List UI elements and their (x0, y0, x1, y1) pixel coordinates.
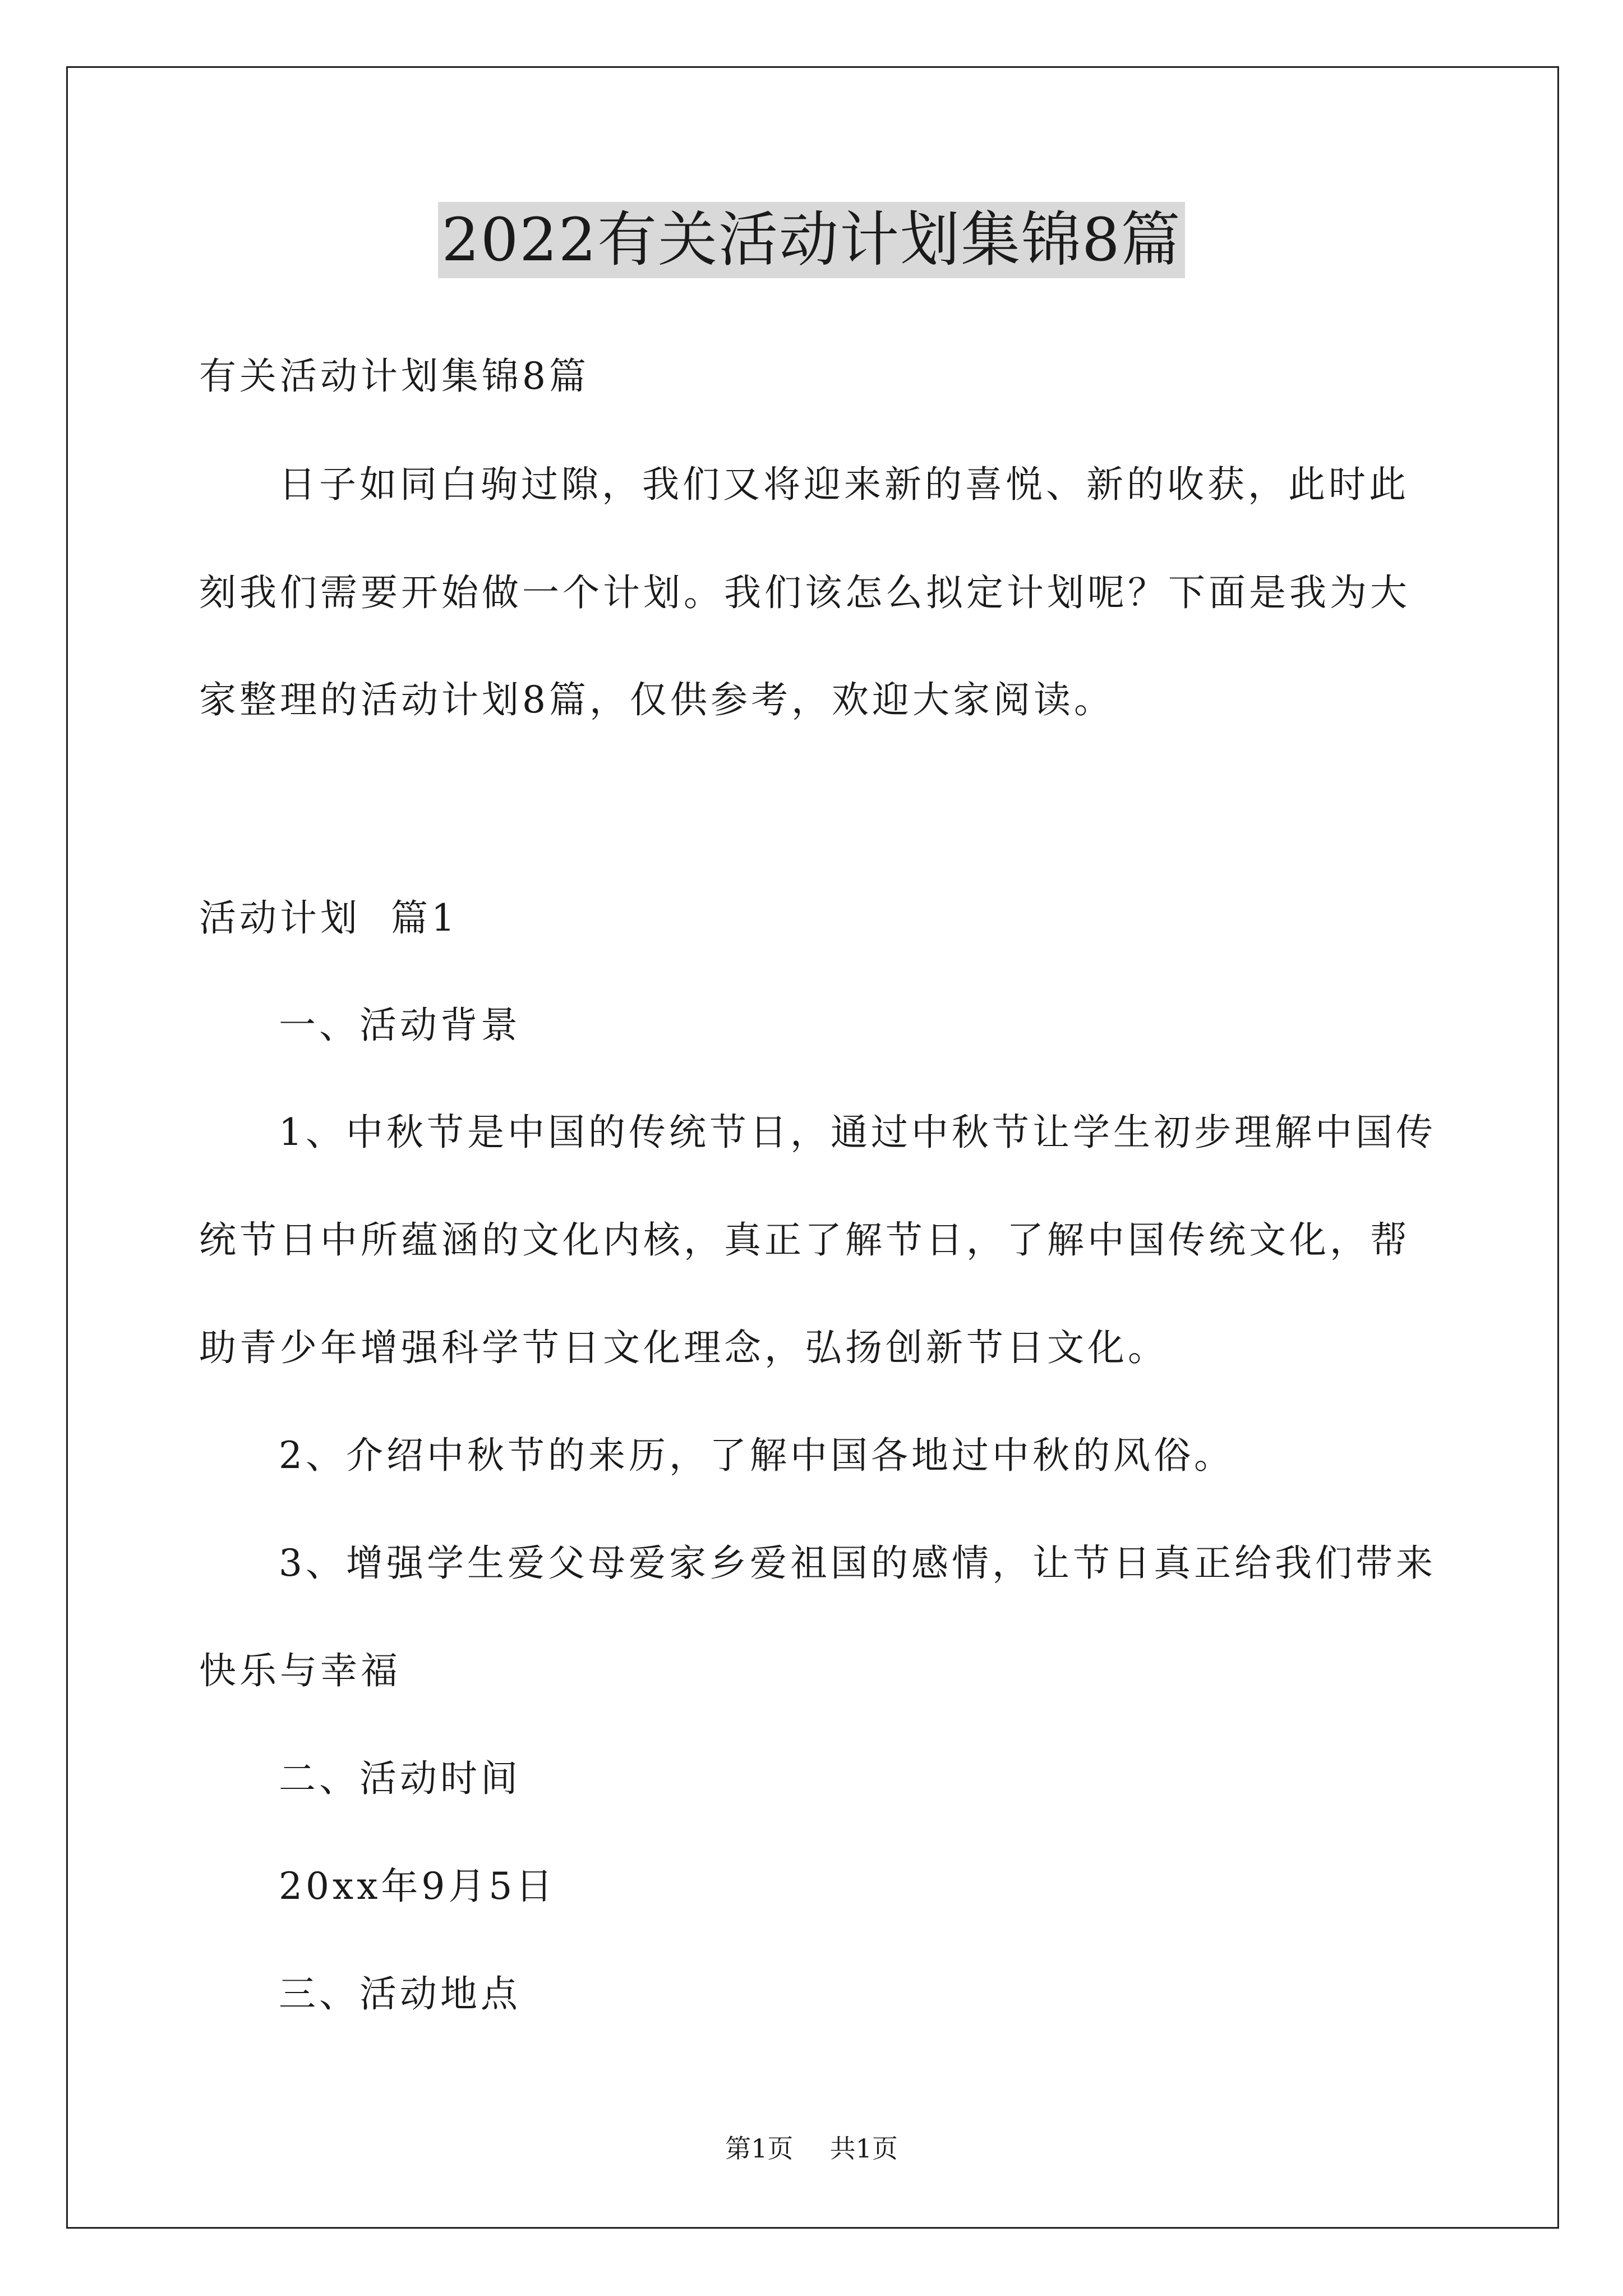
paragraph-line: 1、中秋节是中国的传统节日，通过中秋节让学生初步理解中国传 (279, 1111, 1436, 1154)
document-subtitle: 有关活动计划集锦8篇 (199, 355, 589, 398)
page-footer (0, 2132, 1623, 2165)
intro-line-3: 家整理的活动计划8篇，仅供参考，欢迎大家阅读。 (199, 678, 1114, 721)
intro-line-1: 日子如同白驹过隙，我们又将迎来新的喜悦、新的收获，此时此 (279, 463, 1409, 506)
event-date: 20xx年9月5日 (279, 1865, 556, 1908)
document-title: 2022有关活动计划集锦8篇 (438, 202, 1184, 278)
paragraph-line: 3、增强学生爱父母爱家乡爱祖国的感情，让节日真正给我们带来 (279, 1542, 1436, 1585)
paragraph-line: 助青少年增强科学节日文化理念，弘扬创新节日文化。 (199, 1326, 1168, 1369)
heading-location: 三、活动地点 (279, 1972, 521, 2016)
section-heading: 活动计划 篇1 (199, 896, 458, 940)
title-container (0, 202, 1623, 278)
heading-time: 二、活动时间 (279, 1757, 521, 1800)
paragraph-line: 2、介绍中秋节的来历，了解中国各地过中秋的风俗。 (279, 1434, 1234, 1477)
heading-background: 一、活动背景 (279, 1004, 521, 1047)
page-number: 第1页 共1页 (725, 2133, 898, 2164)
paragraph-line: 统节日中所蕴涵的文化内核，真正了解节日，了解中国传统文化，帮 (199, 1218, 1410, 1262)
paragraph-line: 快乐与幸福 (199, 1649, 401, 1692)
intro-line-2: 刻我们需要开始做一个计划。我们该怎么拟定计划呢？下面是我为大 (199, 571, 1410, 614)
